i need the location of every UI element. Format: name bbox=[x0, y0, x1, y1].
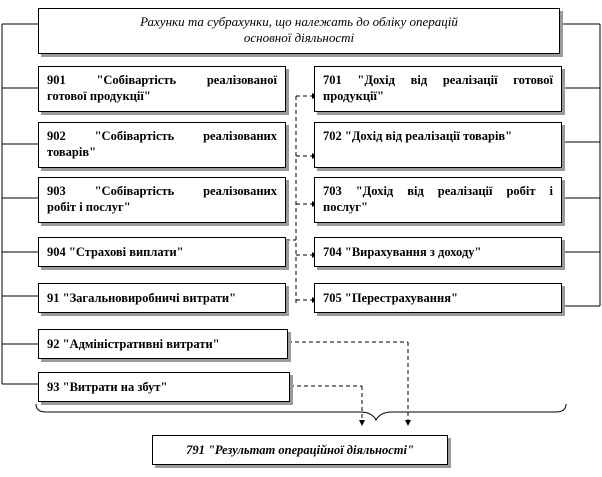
account-701-box bbox=[314, 66, 562, 112]
account-902-line-2: товарів" bbox=[47, 145, 97, 159]
account-702-box bbox=[314, 122, 562, 168]
result-label: 791 "Результат операційної діяльності" bbox=[186, 443, 414, 457]
account-903-box bbox=[38, 177, 286, 223]
account-903-line-2: робіт і послуг" bbox=[47, 200, 131, 214]
account-92-box bbox=[38, 329, 288, 359]
arrowhead bbox=[405, 420, 411, 426]
account-902-line-1: 902 "Собівартість реалізованих bbox=[47, 129, 277, 143]
account-901-box bbox=[38, 66, 286, 112]
account-904-label: 904 "Страхові виплати" bbox=[47, 245, 184, 259]
account-705-box bbox=[314, 283, 562, 313]
header-line-2: основної діяльності bbox=[243, 30, 355, 45]
account-902-box bbox=[38, 122, 286, 168]
account-903-line-1: 903 "Собівартість реалізованих bbox=[47, 184, 277, 198]
account-701-line-1: 701 "Дохід від реалізації готової bbox=[323, 73, 553, 87]
account-91-label: 91 "Загальновиробничі витрати" bbox=[47, 291, 237, 305]
account-904-box bbox=[38, 237, 286, 267]
result-box bbox=[152, 435, 448, 465]
account-703-box bbox=[314, 177, 562, 223]
account-701-line-2: продукції" bbox=[323, 89, 384, 103]
account-705-label: 705 "Перестрахування" bbox=[323, 291, 458, 305]
account-901-line-2: готової продукції" bbox=[47, 89, 151, 103]
account-901-line-1: 901 "Собівартість реалізованої bbox=[47, 73, 277, 87]
account-93-label: 93 "Витрати на збут" bbox=[47, 380, 168, 394]
account-92-label: 92 "Адміністративні витрати" bbox=[47, 337, 220, 351]
header-box bbox=[38, 8, 560, 54]
account-703-line-1: 703 "Дохід від реалізації робіт і bbox=[323, 184, 553, 198]
arrowhead bbox=[359, 420, 365, 426]
account-91-box bbox=[38, 283, 286, 313]
account-704-label: 704 "Вирахування з доходу" bbox=[323, 245, 482, 259]
header-line-1: Рахунки та субрахунки, що належать до обліку операцій bbox=[140, 14, 458, 29]
account-702-label: 702 "Дохід від реалізації товарів" bbox=[323, 129, 513, 143]
curly-brace bbox=[36, 404, 566, 420]
account-704-box bbox=[314, 237, 562, 267]
account-93-box bbox=[38, 372, 290, 402]
account-703-line-2: послуг" bbox=[323, 200, 368, 214]
